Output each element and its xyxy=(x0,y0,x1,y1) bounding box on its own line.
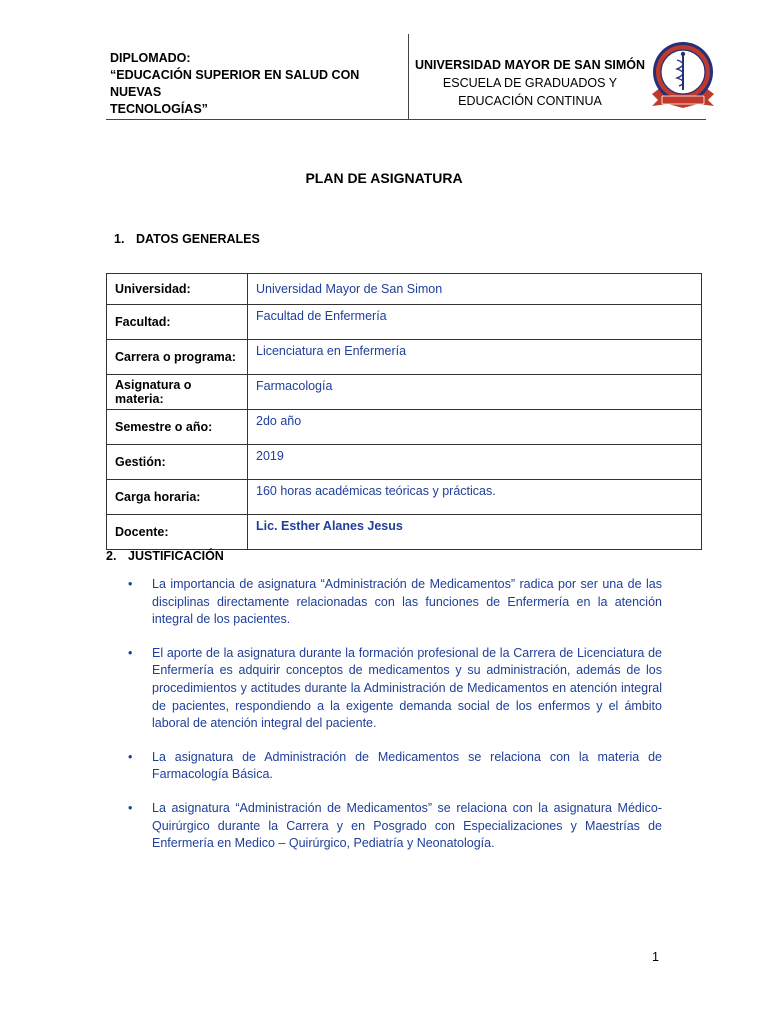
list-item-text: La asignatura “Administración de Medicamentos” se relaciona con la asignatura Médico-Quirúrgico durante la Carrera y en Posgrado con Especializaciones y Maestrías de Enfermería en Medico – Quirúrgico, Pediatría y Neonatología. xyxy=(152,800,662,851)
row-label: Semestre o año: xyxy=(107,410,248,445)
header-rule xyxy=(106,119,706,120)
table-row xyxy=(107,480,702,515)
list-item-text: La importancia de asignatura “Administración de Medicamentos” radica por ser una de las disciplinas directamente relacionadas con las funciones de Enfermería en la atención integral de los pacientes. xyxy=(152,577,662,627)
row-label: Carrera o programa: xyxy=(107,340,248,375)
diplomado-line-3: TECNOLOGÍAS” xyxy=(110,102,208,116)
row-value: 2do año xyxy=(248,410,702,445)
section-justificacion-heading xyxy=(106,549,224,563)
page-title: PLAN DE ASIGNATURA xyxy=(305,170,463,186)
row-value: 2019 xyxy=(248,445,702,480)
bullet-icon: • xyxy=(128,645,133,660)
diplomado-line-2: “EDUCACIÓN SUPERIOR EN SALUD CON NUEVAS xyxy=(110,68,360,99)
page-number: 1 xyxy=(652,950,659,964)
row-label: Docente: xyxy=(107,515,248,550)
row-label: Universidad: xyxy=(107,274,248,305)
list-item-text: El aporte de la asignatura durante la formación profesional de la Carrera de Licenciatura de Enfermería es adquirir conceptos de medicamentos y su administración, además de los procedimientos y actitudes durante la Administración de Medicamentos en atención integral de pacientes, respondiendo a la exigente demanda social de los enfermos y el ámbito laboral de atención integral del paciente. xyxy=(152,645,662,731)
row-value: Lic. Esther Alanes Jesus xyxy=(248,515,702,550)
row-label: Facultad: xyxy=(107,305,248,340)
section-title: JUSTIFICACIÓN xyxy=(128,549,224,563)
row-value: Facultad de Enfermería xyxy=(248,305,702,340)
row-value: 160 horas académicas teóricas y prácticas. xyxy=(248,480,702,515)
row-label: Gestión: xyxy=(107,445,248,480)
list-item xyxy=(128,645,662,733)
table-row xyxy=(107,375,702,410)
table-row xyxy=(107,305,702,340)
row-value: Universidad Mayor de San Simon xyxy=(248,274,702,305)
bullet-icon: • xyxy=(128,800,133,815)
diplomado-line-1: DIPLOMADO: xyxy=(110,51,191,65)
list-item xyxy=(128,800,662,853)
university-seal-logo xyxy=(650,38,716,114)
list-item-text: La asignatura de Administración de Medicamentos se relaciona con la materia de Farmacología Básica. xyxy=(152,749,662,782)
table-row xyxy=(107,274,702,305)
row-value: Farmacología xyxy=(248,375,702,410)
table-row xyxy=(107,410,702,445)
row-label: Carga horaria: xyxy=(107,480,248,515)
school-line-2: EDUCACIÓN CONTINUA xyxy=(458,94,602,108)
section-datos-generales-heading xyxy=(114,232,260,246)
table-row xyxy=(107,340,702,375)
datos-generales-table xyxy=(106,273,702,550)
school-line-1: ESCUELA DE GRADUADOS Y xyxy=(442,76,618,90)
section-title: DATOS GENERALES xyxy=(136,232,260,246)
list-item xyxy=(128,576,662,629)
bullet-icon: • xyxy=(128,577,133,591)
justificacion-list xyxy=(128,576,662,869)
table-row xyxy=(107,445,702,480)
university-header xyxy=(414,56,646,110)
university-name: UNIVERSIDAD MAYOR DE SAN SIMÓN xyxy=(414,58,646,72)
list-item xyxy=(128,749,662,784)
table-row xyxy=(107,515,702,550)
section-number: 2. xyxy=(106,549,117,563)
row-value: Licenciatura en Enfermería xyxy=(248,340,702,375)
section-number: 1. xyxy=(114,232,125,246)
row-label: Asignatura o materia: xyxy=(107,375,248,410)
diplomado-header xyxy=(110,50,405,118)
bullet-icon: • xyxy=(128,749,133,764)
header-divider xyxy=(408,34,409,120)
